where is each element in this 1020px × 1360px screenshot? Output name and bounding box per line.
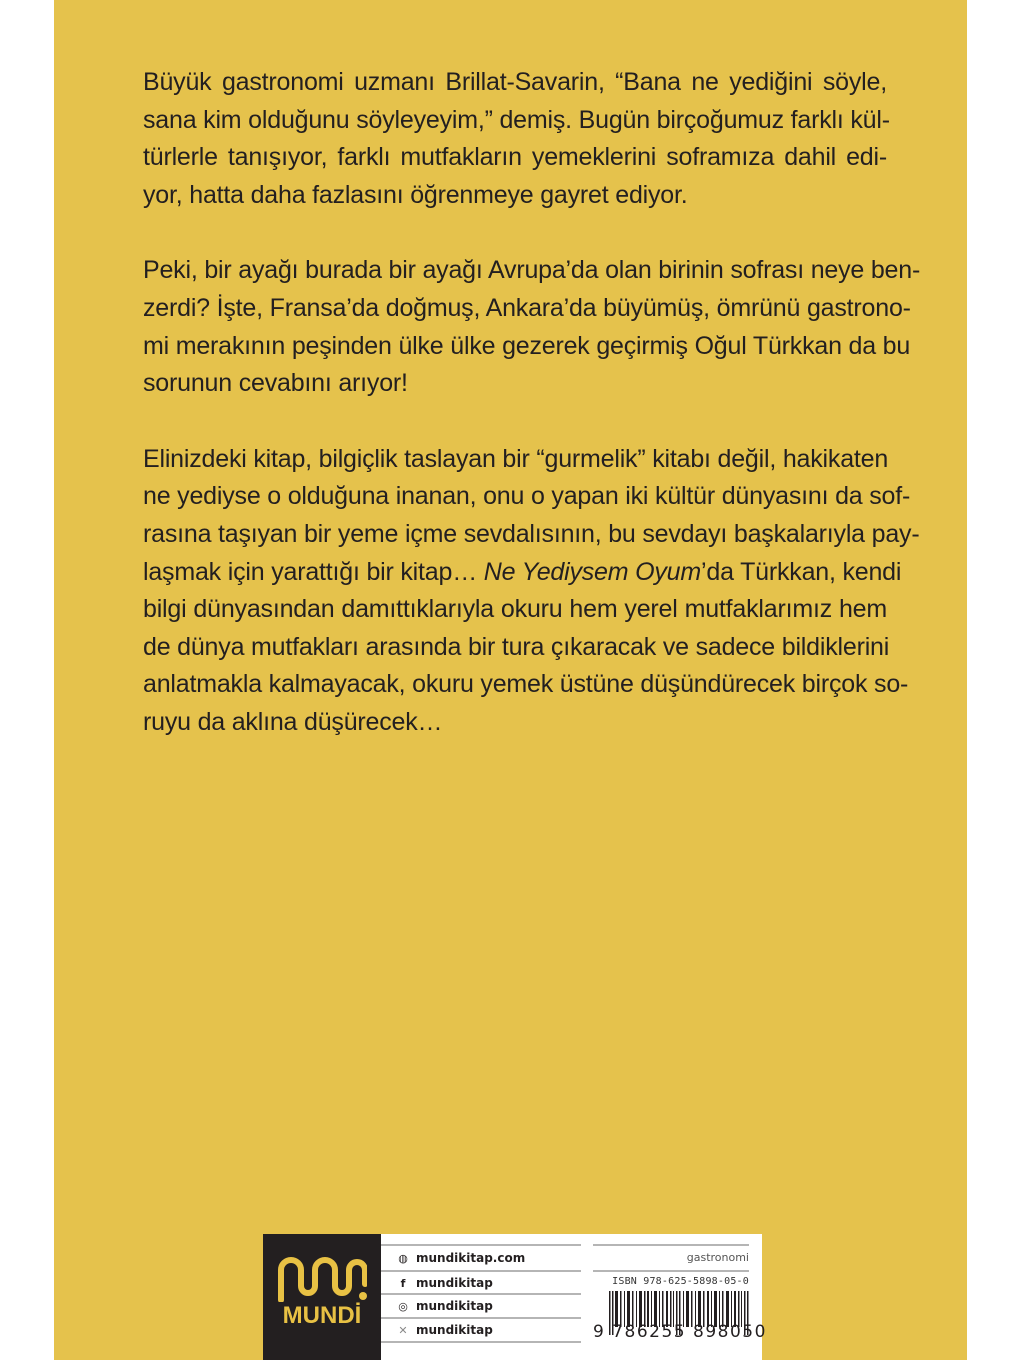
instagram-icon: ◎ (398, 1299, 408, 1313)
publisher-name: MUNDİ (282, 1302, 362, 1329)
publisher-logo (263, 1234, 381, 1360)
divider (593, 1244, 749, 1246)
blurb-paragraph-1 (143, 64, 890, 214)
text-line: rasına taşıyan bir yeme içme sevdalısının, bu sevdayı başkalarıyla pay- (143, 519, 920, 548)
facebook-icon: f (400, 1276, 406, 1290)
barcode-number: 9 786255 898050 (593, 1322, 767, 1342)
text-line: yor, hatta daha fazlasını öğrenmeye gayret ediyor. (143, 180, 688, 209)
link-website[interactable] (381, 1246, 581, 1270)
isbn-number: ISBN 978-625-5898-05-0 (612, 1276, 749, 1287)
blurb-text (143, 64, 921, 780)
mundi-wave-icon (277, 1256, 367, 1302)
category-label: gastronomi (686, 1251, 749, 1264)
text-line: Elinizdeki kitap, bilgiçlik taslayan bir “gurmelik” kitabı değil, hakikaten (143, 444, 889, 473)
text-line: sana kim olduğunu söyleyeyim,” demiş. Bugün birçoğumuz farklı kül- (143, 105, 890, 134)
blurb-paragraph-3 (143, 441, 920, 742)
isbn-block (593, 1234, 767, 1360)
link-label: mundikitap (416, 1323, 493, 1337)
text-line: sorunun cevabını arıyor! (143, 369, 408, 398)
info-panel (381, 1234, 767, 1360)
text-line: bilgi dünyasından damıttıklarıyla okuru hem yerel mutfaklarımız hem (143, 595, 887, 624)
text-line (143, 554, 902, 592)
text-line: ruyu da aklına düşürecek… (143, 707, 443, 736)
divider (593, 1270, 749, 1272)
globe-icon: ◍ (398, 1251, 408, 1265)
text-line: de dünya mutfakları arasında bir tura çıkaracak ve sadece bildiklerini (143, 632, 890, 661)
link-instagram[interactable] (381, 1294, 581, 1318)
text-line: Peki, bir ayağı burada bir ayağı Avrupa’da olan birinin sofrası neye ben- (143, 256, 921, 285)
link-facebook[interactable] (381, 1271, 581, 1295)
text-segment: laşmak için yarattığı bir kitap… (143, 557, 484, 586)
link-label: mundikitap (416, 1276, 493, 1290)
link-x[interactable] (381, 1318, 581, 1342)
text-line: Büyük gastronomi uzmanı Brillat-Savarin, “Bana ne yediğini söyle, (143, 68, 887, 96)
text-line: zerdi? İşte, Fransa’da doğmuş, Ankara’da büyümüş, ömrünü gastrono- (143, 293, 911, 322)
link-label: mundikitap.com (416, 1251, 526, 1265)
text-line: mi merakının peşinden ülke ülke gezerek geçirmiş Oğul Türkkan da bu (143, 331, 911, 360)
link-label: mundikitap (416, 1299, 493, 1313)
text-line: ne yediyse o olduğuna inanan, onu o yapan iki kültür dünyasını da sof- (143, 482, 911, 511)
text-segment: ’da Türkkan, kendi (701, 557, 902, 586)
book-title: Ne Yediysem Oyum (483, 557, 702, 586)
text-line: türlerle tanışıyor, farklı mutfakların yemeklerini soframıza dahil edi- (143, 143, 887, 172)
book-back-cover (54, 0, 967, 1360)
x-icon: ✕ (398, 1323, 408, 1337)
blurb-paragraph-2 (143, 252, 921, 402)
text-line: anlatmakla kalmayacak, okuru yemek üstüne düşündürecek birçok so- (143, 670, 909, 699)
divider (381, 1341, 581, 1343)
